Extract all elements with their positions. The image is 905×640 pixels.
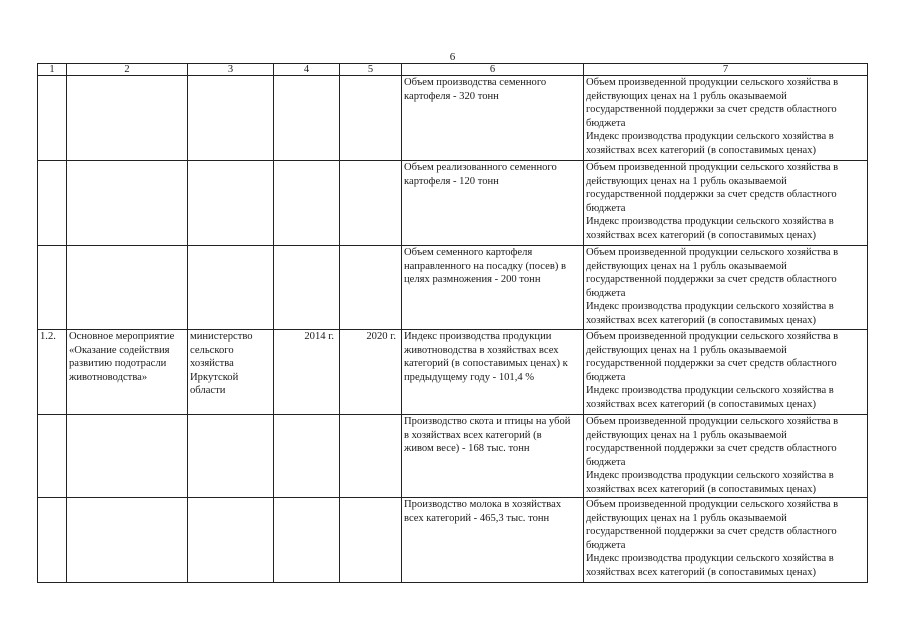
cell-indicator bbox=[402, 161, 584, 246]
cell-executor-line: министерство bbox=[190, 331, 253, 342]
cell-event bbox=[67, 246, 188, 330]
cell-indicator bbox=[402, 415, 584, 498]
table-row bbox=[38, 498, 868, 583]
cell-indicator-line: в хозяйствах всех категорий (в bbox=[404, 429, 542, 441]
cell-target-indicators bbox=[584, 246, 868, 330]
cell-start-year bbox=[274, 246, 340, 330]
cell-indicator-line: предыдущему году - 101,4 % bbox=[404, 371, 535, 383]
cell-executor bbox=[188, 330, 274, 415]
cell-executor bbox=[188, 246, 274, 330]
cell-indicator-line: картофеля - 120 тонн bbox=[404, 175, 499, 187]
cell-end-year bbox=[340, 76, 402, 161]
cell-target-indicators-line: Индекс производства продукции сельского хозяйства в bbox=[586, 301, 834, 312]
cell-indicator-line: Индекс производства продукции bbox=[404, 331, 552, 342]
cell-indicator-line: Объем реализованного семенного bbox=[404, 162, 557, 173]
column-header-2: 2 bbox=[67, 64, 188, 76]
cell-end-year bbox=[340, 246, 402, 330]
cell-indicator-line: всех категорий - 465,3 тыс. тонн bbox=[404, 512, 550, 524]
column-header-3: 3 bbox=[188, 64, 274, 76]
cell-target-indicators-line: хозяйствах всех категорий (в сопоставимых ценах) bbox=[586, 483, 817, 495]
cell-target-indicators-line: государственной поддержки за счет средств областного bbox=[586, 189, 837, 200]
cell-target-indicators-line: Индекс производства продукции сельского хозяйства в bbox=[586, 131, 834, 142]
table-body bbox=[38, 76, 868, 583]
cell-end-year bbox=[340, 161, 402, 246]
cell-indicator-line: картофеля - 320 тонн bbox=[404, 90, 499, 102]
program-table bbox=[37, 63, 868, 583]
table-row bbox=[38, 246, 868, 330]
column-header-6: 6 bbox=[402, 64, 584, 76]
cell-target-indicators-line: Индекс производства продукции сельского хозяйства в bbox=[586, 216, 834, 227]
cell-executor bbox=[188, 415, 274, 498]
cell-executor-line: области bbox=[190, 385, 226, 396]
cell-indicator-line: животноводства в хозяйствах всех bbox=[404, 344, 559, 356]
cell-target-indicators-line: Объем произведенной продукции сельского хозяйства в bbox=[586, 499, 839, 510]
cell-number bbox=[38, 415, 67, 498]
cell-target-indicators-line: хозяйствах всех категорий (в сопоставимых ценах) bbox=[586, 144, 817, 156]
cell-target-indicators-line: бюджета bbox=[586, 287, 626, 299]
table-row bbox=[38, 161, 868, 246]
cell-indicator-line: Объем производства семенного bbox=[404, 77, 547, 88]
cell-number bbox=[38, 246, 67, 330]
cell-start-year: 2014 г. bbox=[274, 330, 340, 415]
cell-target-indicators-line: бюджета bbox=[586, 539, 626, 551]
cell-target-indicators-line: бюджета bbox=[586, 117, 626, 129]
cell-target-indicators-line: действующих ценах на 1 рубль оказываемой bbox=[586, 175, 787, 187]
cell-target-indicators-line: государственной поддержки за счет средств областного bbox=[586, 443, 837, 454]
cell-event-line: животноводства» bbox=[69, 371, 148, 383]
cell-executor-line: хозяйства bbox=[190, 358, 234, 369]
cell-target-indicators-line: государственной поддержки за счет средств областного bbox=[586, 274, 837, 285]
cell-target-indicators-line: хозяйствах всех категорий (в сопоставимых ценах) bbox=[586, 314, 817, 326]
cell-target-indicators bbox=[584, 498, 868, 583]
cell-end-year: 2020 г. bbox=[340, 330, 402, 415]
cell-target-indicators-line: Объем произведенной продукции сельского хозяйства в bbox=[586, 162, 839, 173]
cell-target-indicators-line: государственной поддержки за счет средств областного bbox=[586, 104, 837, 115]
cell-executor-line: Иркутской bbox=[190, 371, 239, 383]
cell-event-line: развитию подотрасли bbox=[69, 358, 167, 369]
table-row bbox=[38, 330, 868, 415]
cell-number bbox=[38, 161, 67, 246]
cell-number bbox=[38, 76, 67, 161]
cell-end-year bbox=[340, 498, 402, 583]
cell-target-indicators-line: Объем произведенной продукции сельского хозяйства в bbox=[586, 77, 839, 88]
cell-event-line: Основное мероприятие bbox=[69, 331, 175, 342]
cell-indicator bbox=[402, 76, 584, 161]
cell-indicator-line: живом весе) - 168 тыс. тонн bbox=[404, 443, 530, 454]
cell-end-year bbox=[340, 415, 402, 498]
cell-indicator-line: Объем семенного картофеля bbox=[404, 247, 533, 258]
cell-indicator-line: категорий (в сопоставимых ценах) к bbox=[404, 358, 568, 369]
cell-executor bbox=[188, 76, 274, 161]
cell-target-indicators-line: Индекс производства продукции сельского хозяйства в bbox=[586, 470, 834, 481]
cell-indicator bbox=[402, 246, 584, 330]
cell-target-indicators-line: действующих ценах на 1 рубль оказываемой bbox=[586, 429, 787, 441]
cell-target-indicators-line: действующих ценах на 1 рубль оказываемой bbox=[586, 90, 787, 102]
cell-target-indicators-line: бюджета bbox=[586, 371, 626, 383]
cell-start-year bbox=[274, 415, 340, 498]
cell-number bbox=[38, 498, 67, 583]
cell-indicator-line: Производство молока в хозяйствах bbox=[404, 499, 562, 510]
column-header-5: 5 bbox=[340, 64, 402, 76]
cell-target-indicators-line: государственной поддержки за счет средств областного bbox=[586, 358, 837, 369]
cell-target-indicators-line: хозяйствах всех категорий (в сопоставимых ценах) bbox=[586, 398, 817, 410]
cell-target-indicators-line: бюджета bbox=[586, 202, 626, 214]
cell-target-indicators-line: действующих ценах на 1 рубль оказываемой bbox=[586, 512, 787, 524]
cell-event-line: «Оказание содействия bbox=[69, 344, 170, 356]
cell-target-indicators-line: государственной поддержки за счет средств областного bbox=[586, 526, 837, 537]
table-row bbox=[38, 415, 868, 498]
cell-indicator bbox=[402, 330, 584, 415]
cell-target-indicators-line: Объем произведенной продукции сельского хозяйства в bbox=[586, 331, 839, 342]
cell-event bbox=[67, 498, 188, 583]
cell-indicator-line: Производство скота и птицы на убой bbox=[404, 416, 571, 427]
cell-indicator-line: целях размножения - 200 тонн bbox=[404, 274, 541, 285]
table-row bbox=[38, 76, 868, 161]
cell-indicator bbox=[402, 498, 584, 583]
column-header-4: 4 bbox=[274, 64, 340, 76]
cell-indicator-line: направленного на посадку (посев) в bbox=[404, 260, 566, 272]
cell-start-year bbox=[274, 161, 340, 246]
cell-target-indicators bbox=[584, 76, 868, 161]
cell-target-indicators-line: бюджета bbox=[586, 456, 626, 468]
cell-target-indicators-line: действующих ценах на 1 рубль оказываемой bbox=[586, 260, 787, 272]
cell-target-indicators bbox=[584, 415, 868, 498]
cell-event bbox=[67, 330, 188, 415]
cell-start-year bbox=[274, 76, 340, 161]
column-header-1: 1 bbox=[38, 64, 67, 76]
column-header-7: 7 bbox=[584, 64, 868, 76]
cell-target-indicators bbox=[584, 161, 868, 246]
cell-event bbox=[67, 76, 188, 161]
cell-event bbox=[67, 161, 188, 246]
cell-target-indicators-line: действующих ценах на 1 рубль оказываемой bbox=[586, 344, 787, 356]
cell-start-year bbox=[274, 498, 340, 583]
cell-target-indicators-line: хозяйствах всех категорий (в сопоставимых ценах) bbox=[586, 229, 817, 241]
cell-target-indicators-line: Объем произведенной продукции сельского хозяйства в bbox=[586, 247, 839, 258]
cell-event bbox=[67, 415, 188, 498]
cell-number: 1.2. bbox=[38, 330, 67, 415]
header-row bbox=[38, 64, 868, 76]
page-number: 6 bbox=[449, 51, 456, 63]
cell-executor bbox=[188, 161, 274, 246]
cell-executor-line: сельского bbox=[190, 344, 234, 356]
cell-target-indicators-line: Объем произведенной продукции сельского хозяйства в bbox=[586, 416, 839, 427]
cell-target-indicators-line: Индекс производства продукции сельского хозяйства в bbox=[586, 385, 834, 396]
cell-executor bbox=[188, 498, 274, 583]
cell-target-indicators-line: Индекс производства продукции сельского хозяйства в bbox=[586, 553, 834, 564]
cell-target-indicators-line: хозяйствах всех категорий (в сопоставимых ценах) bbox=[586, 566, 817, 578]
cell-target-indicators bbox=[584, 330, 868, 415]
